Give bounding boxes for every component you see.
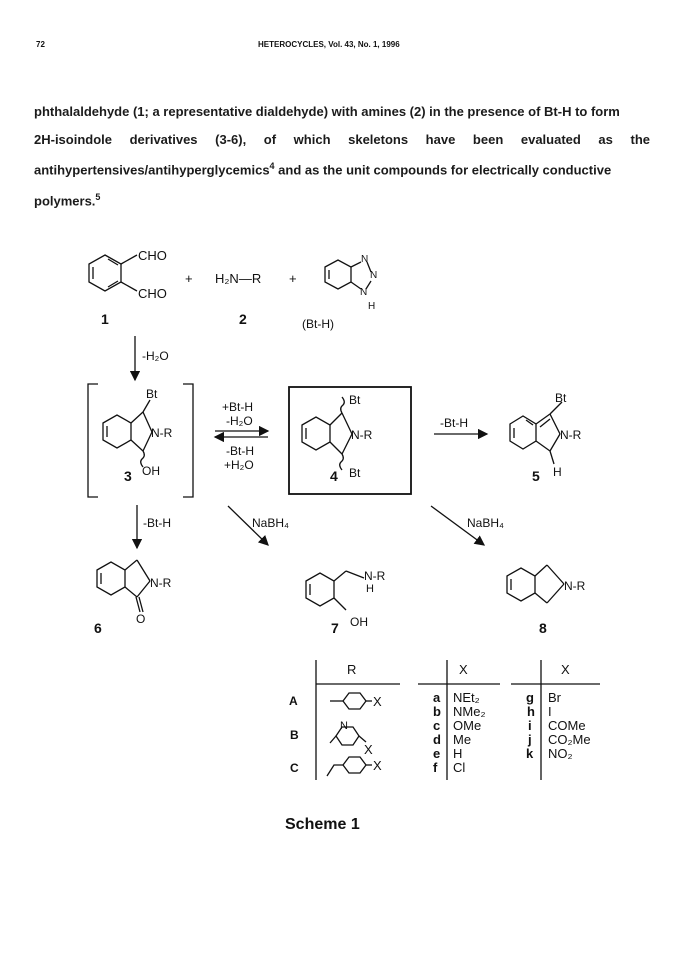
bth-elimination-label: -Bt-H <box>440 416 468 430</box>
x-group: Cl <box>453 760 466 775</box>
bt-group: Bt <box>349 393 361 407</box>
benzene-ring-1 <box>89 255 121 291</box>
nr-group: N-R <box>351 428 373 442</box>
plus-sign: + <box>185 271 193 286</box>
substituent-x: X <box>364 742 373 757</box>
compound-label-1: 1 <box>101 311 109 327</box>
x-group: Br <box>548 690 561 705</box>
row-label-c: C <box>290 761 299 775</box>
bt-group: Bt <box>349 466 361 480</box>
substituent-x: X <box>373 694 382 709</box>
x-code: e <box>433 746 441 761</box>
dehydration-label: -H₂O <box>142 349 169 363</box>
compound-label-7: 7 <box>331 620 339 636</box>
bt-group: Bt <box>555 391 567 405</box>
x-code: h <box>527 704 535 719</box>
reverse-reagent: +H₂O <box>224 458 254 472</box>
page-number: 72 <box>36 40 45 49</box>
x-group: I <box>548 704 552 719</box>
phenyl-ring-a <box>343 693 366 709</box>
x-group: NEt₂ <box>453 690 480 705</box>
x-code: a <box>433 690 441 705</box>
carbonyl-oxygen: O <box>136 612 146 626</box>
triazole-nitrogen: N <box>370 270 378 281</box>
paragraph-line: phthalaldehyde (1; a representative dialdehyde) with amines (2) in the presence of Bt-H to form <box>34 104 620 119</box>
triazole-hydrogen: H <box>368 301 376 312</box>
substituent-x: X <box>373 758 382 773</box>
table-header-r: R <box>347 662 357 677</box>
reference-superscript: 4 <box>269 161 275 171</box>
phenyl-ring-c <box>343 757 366 773</box>
pyridine-nitrogen: N <box>340 720 348 732</box>
nr-group: N-R <box>560 428 582 442</box>
triazole-nitrogen: N <box>361 254 369 265</box>
paragraph-text: antihypertensives/antihyperglycemics <box>34 162 270 178</box>
hydrogen-label: H <box>553 465 562 479</box>
x-code: i <box>528 718 532 733</box>
nr-group: N-R <box>151 426 173 440</box>
paragraph-line: 2H-isoindole derivatives (3-6), of which skeletons have been evaluated as the <box>34 131 650 147</box>
nr-group: N-R <box>364 569 386 583</box>
x-group: Me <box>453 732 472 747</box>
x-code: g <box>526 690 534 705</box>
x-group: NMe₂ <box>453 704 486 719</box>
compound-label-6: 6 <box>94 620 102 636</box>
table-header-x: X <box>561 662 570 677</box>
x-group: OMe <box>453 718 482 733</box>
x-code: k <box>526 746 534 761</box>
reducing-agent-label: NaBH₄ <box>467 516 504 530</box>
aldehyde-group: CHO <box>138 248 167 263</box>
amine-hydrogen: H <box>366 583 374 595</box>
compound-label-5: 5 <box>532 468 540 484</box>
nr-group: N-R <box>150 576 172 590</box>
x-code: b <box>433 704 441 719</box>
paragraph-text: polymers. <box>34 193 96 209</box>
x-group: H <box>453 746 463 761</box>
forward-reagent: +Bt-H <box>222 400 254 414</box>
bth-label: (Bt-H) <box>302 317 334 331</box>
reverse-reagent: -Bt-H <box>226 444 254 458</box>
reference-superscript: 5 <box>95 191 101 202</box>
bt-group: Bt <box>146 387 158 401</box>
compound-label-2: 2 <box>239 311 247 327</box>
x-code: j <box>528 732 532 747</box>
row-label-b: B <box>290 728 299 742</box>
row-label-a: A <box>289 694 298 708</box>
compound-label-8: 8 <box>539 620 547 636</box>
x-code: c <box>433 718 441 733</box>
x-code: f <box>433 760 438 775</box>
paragraph-text: and as the unit compounds for electrically conductive <box>274 162 612 178</box>
x-group: COMe <box>548 718 586 733</box>
reducing-agent-label: NaBH₄ <box>252 516 289 530</box>
plus-sign: + <box>289 271 297 286</box>
hydroxyl-group: OH <box>350 615 368 629</box>
scheme-caption: Scheme 1 <box>285 816 360 833</box>
forward-reagent: -H₂O <box>226 414 253 428</box>
x-group: CO₂Me <box>548 732 591 747</box>
compound-label-4: 4 <box>330 468 338 484</box>
amine-formula: H₂N—R <box>215 271 262 286</box>
x-code: d <box>433 732 441 747</box>
nr-group: N-R <box>564 579 586 593</box>
bth-elimination-label: -Bt-H <box>143 516 171 530</box>
x-group: NO₂ <box>548 746 573 761</box>
triazole-nitrogen: N <box>360 287 368 298</box>
aldehyde-group: CHO <box>138 286 167 301</box>
table-header-x: X <box>459 662 468 677</box>
running-header: HETEROCYCLES, Vol. 43, No. 1, 1996 <box>258 40 400 49</box>
compound-label-3: 3 <box>124 468 132 484</box>
hydroxyl-group: OH <box>142 464 160 478</box>
